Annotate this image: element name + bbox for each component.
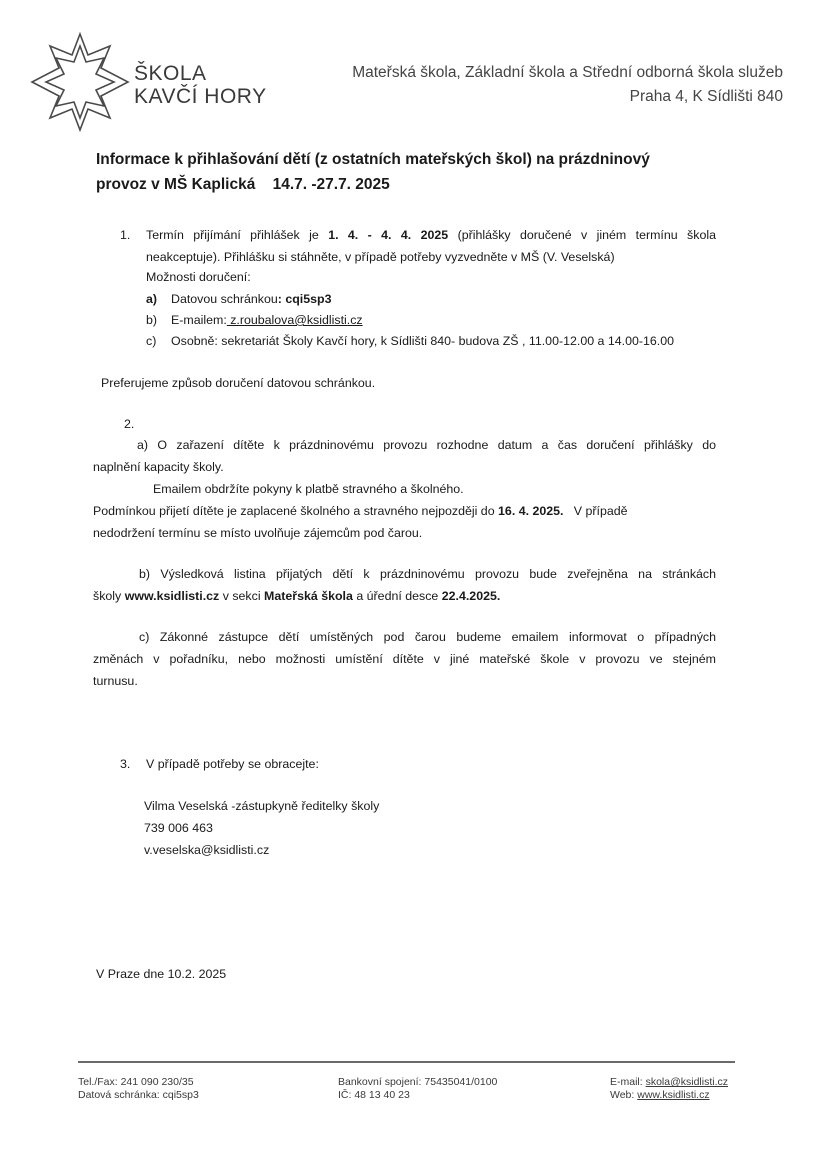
- footer-web-row: [610, 1089, 728, 1102]
- footer-right: [610, 1076, 728, 1102]
- section-2b-line-2: [93, 585, 500, 607]
- school-name: Mateřská škola, Základní škola a Střední odborná škola služeb: [352, 64, 783, 81]
- section-2a-line-1: a) O zařazení dítěte k prázdninovému provozu rozhodne datum a čas doručení přihlášky do: [137, 438, 716, 452]
- footer-left: [78, 1076, 199, 1102]
- option-b-email-link[interactable]: z.roubalova@ksidlisti.cz: [226, 313, 363, 327]
- option-b-text: E-mailem:: [171, 313, 227, 327]
- section-3-number: 3.: [120, 757, 131, 771]
- logo-line-1: ŠKOLA: [134, 62, 207, 85]
- footer-ic: IČ: 48 13 40 23: [338, 1089, 410, 1101]
- title-line-2: provoz v MŠ Kaplická 14.7. -27.7. 2025: [96, 176, 390, 193]
- section-3-text: V případě potřeby se obracejte:: [146, 757, 319, 771]
- footer-phone: Tel./Fax: 241 090 230/35: [78, 1076, 194, 1088]
- school-logo-sun-icon: [30, 32, 130, 132]
- option-a: [171, 288, 331, 310]
- logo-line-2: KAVČÍ HORY: [134, 85, 267, 108]
- footer-bank: Bankovní spojení: 75435041/0100: [338, 1076, 498, 1088]
- s2b-date: 22.4.2025.: [441, 589, 501, 603]
- option-c-text: Osobně: sekretariát Školy Kavčí hory, k Sídlišti 840- budova ZŠ , 11.00-12.00 a 14.00-16.00: [171, 334, 675, 348]
- footer-email-label: E-mail:: [610, 1076, 646, 1088]
- s2b-website[interactable]: www.ksidlisti.cz: [124, 589, 220, 603]
- logo-text: [134, 62, 267, 108]
- option-b: [171, 309, 363, 331]
- contact-phone: 739 006 463: [144, 821, 213, 835]
- section-1-line-2: neakceptuje). Přihlášku si stáhněte, v případě potřeby vyzvedněte v MŠ (V. Veselská): [146, 250, 615, 264]
- s2b-text-3: a úřední desce: [352, 589, 442, 603]
- section-1-line-1: [146, 224, 716, 246]
- option-a-text: Datovou schránkou: [171, 292, 278, 306]
- section-1-number: 1.: [120, 228, 131, 242]
- school-address: Praha 4, K Sídlišti 840: [629, 88, 783, 105]
- section-2-number: 2.: [124, 417, 135, 431]
- s2a-deadline: 16. 4. 2025.: [498, 504, 564, 518]
- footer-middle: [338, 1076, 497, 1102]
- footer-web-link[interactable]: www.ksidlisti.cz: [637, 1089, 710, 1101]
- section-1-line-3: Možnosti doručení:: [146, 270, 251, 284]
- section-2a-line-3: Emailem obdržíte pokyny k platbě stravného a školného.: [153, 482, 464, 496]
- s2b-section: Mateřská škola: [264, 589, 353, 603]
- s1-dates: 1. 4. - 4. 4. 2025: [328, 228, 449, 242]
- title-line-1: Informace k přihlašování dětí (z ostatních mateřských škol) na prázdninový: [96, 151, 650, 168]
- option-a-label: a): [146, 292, 158, 306]
- footer-databox: Datová schránka: cqi5sp3: [78, 1089, 199, 1101]
- section-2a-line-4: [93, 500, 628, 522]
- s2b-text-1: školy: [93, 589, 125, 603]
- preference-text: Preferujeme způsob doručení datovou schránkou.: [101, 376, 376, 390]
- s1-text-tail: (přihlášky doručené v jiném termínu škola: [448, 228, 716, 242]
- footer-divider: [78, 1061, 735, 1063]
- contact-email[interactable]: v.veselska@ksidlisti.cz: [144, 843, 270, 857]
- s2a-text-tail: V případě: [563, 504, 628, 518]
- footer-email-row: [610, 1076, 728, 1089]
- date-line: V Praze dne 10.2. 2025: [96, 967, 227, 981]
- option-c-label: c): [146, 334, 157, 348]
- page-title: [96, 147, 716, 197]
- section-2c-line-3: turnusu.: [93, 674, 138, 688]
- section-2a-line-2: naplnění kapacity školy.: [93, 460, 224, 474]
- footer-email-link[interactable]: skola@ksidlisti.cz: [645, 1076, 729, 1088]
- option-a-databox: : cqi5sp3: [277, 292, 332, 306]
- section-2c-line-2: změnách v pořadníku, nebo možnosti umístění dítěte v jiné mateřské škole v provozu ve stejném: [93, 652, 716, 666]
- section-2a-line-5: nedodržení termínu se místo uvolňuje zájemcům pod čarou.: [93, 526, 423, 540]
- footer-web-label: Web:: [610, 1089, 638, 1101]
- contact-name: Vilma Veselská -zástupkyně ředitelky školy: [144, 799, 380, 813]
- section-2c-line-1: c) Zákonné zástupce dětí umístěných pod čarou budeme emailem informovat o případných: [139, 630, 716, 644]
- option-b-label: b): [146, 313, 158, 327]
- s2b-text-2: v sekci: [219, 589, 265, 603]
- s1-text: Termín přijímání přihlášek je: [146, 228, 329, 242]
- section-2b-line-1: b) Výsledková listina přijatých dětí k prázdninovému provozu bude zveřejněna na stránkách: [139, 567, 716, 581]
- s2a-text: Podmínkou přijetí dítěte je zaplacené školného a stravného nejpozději do: [93, 504, 499, 518]
